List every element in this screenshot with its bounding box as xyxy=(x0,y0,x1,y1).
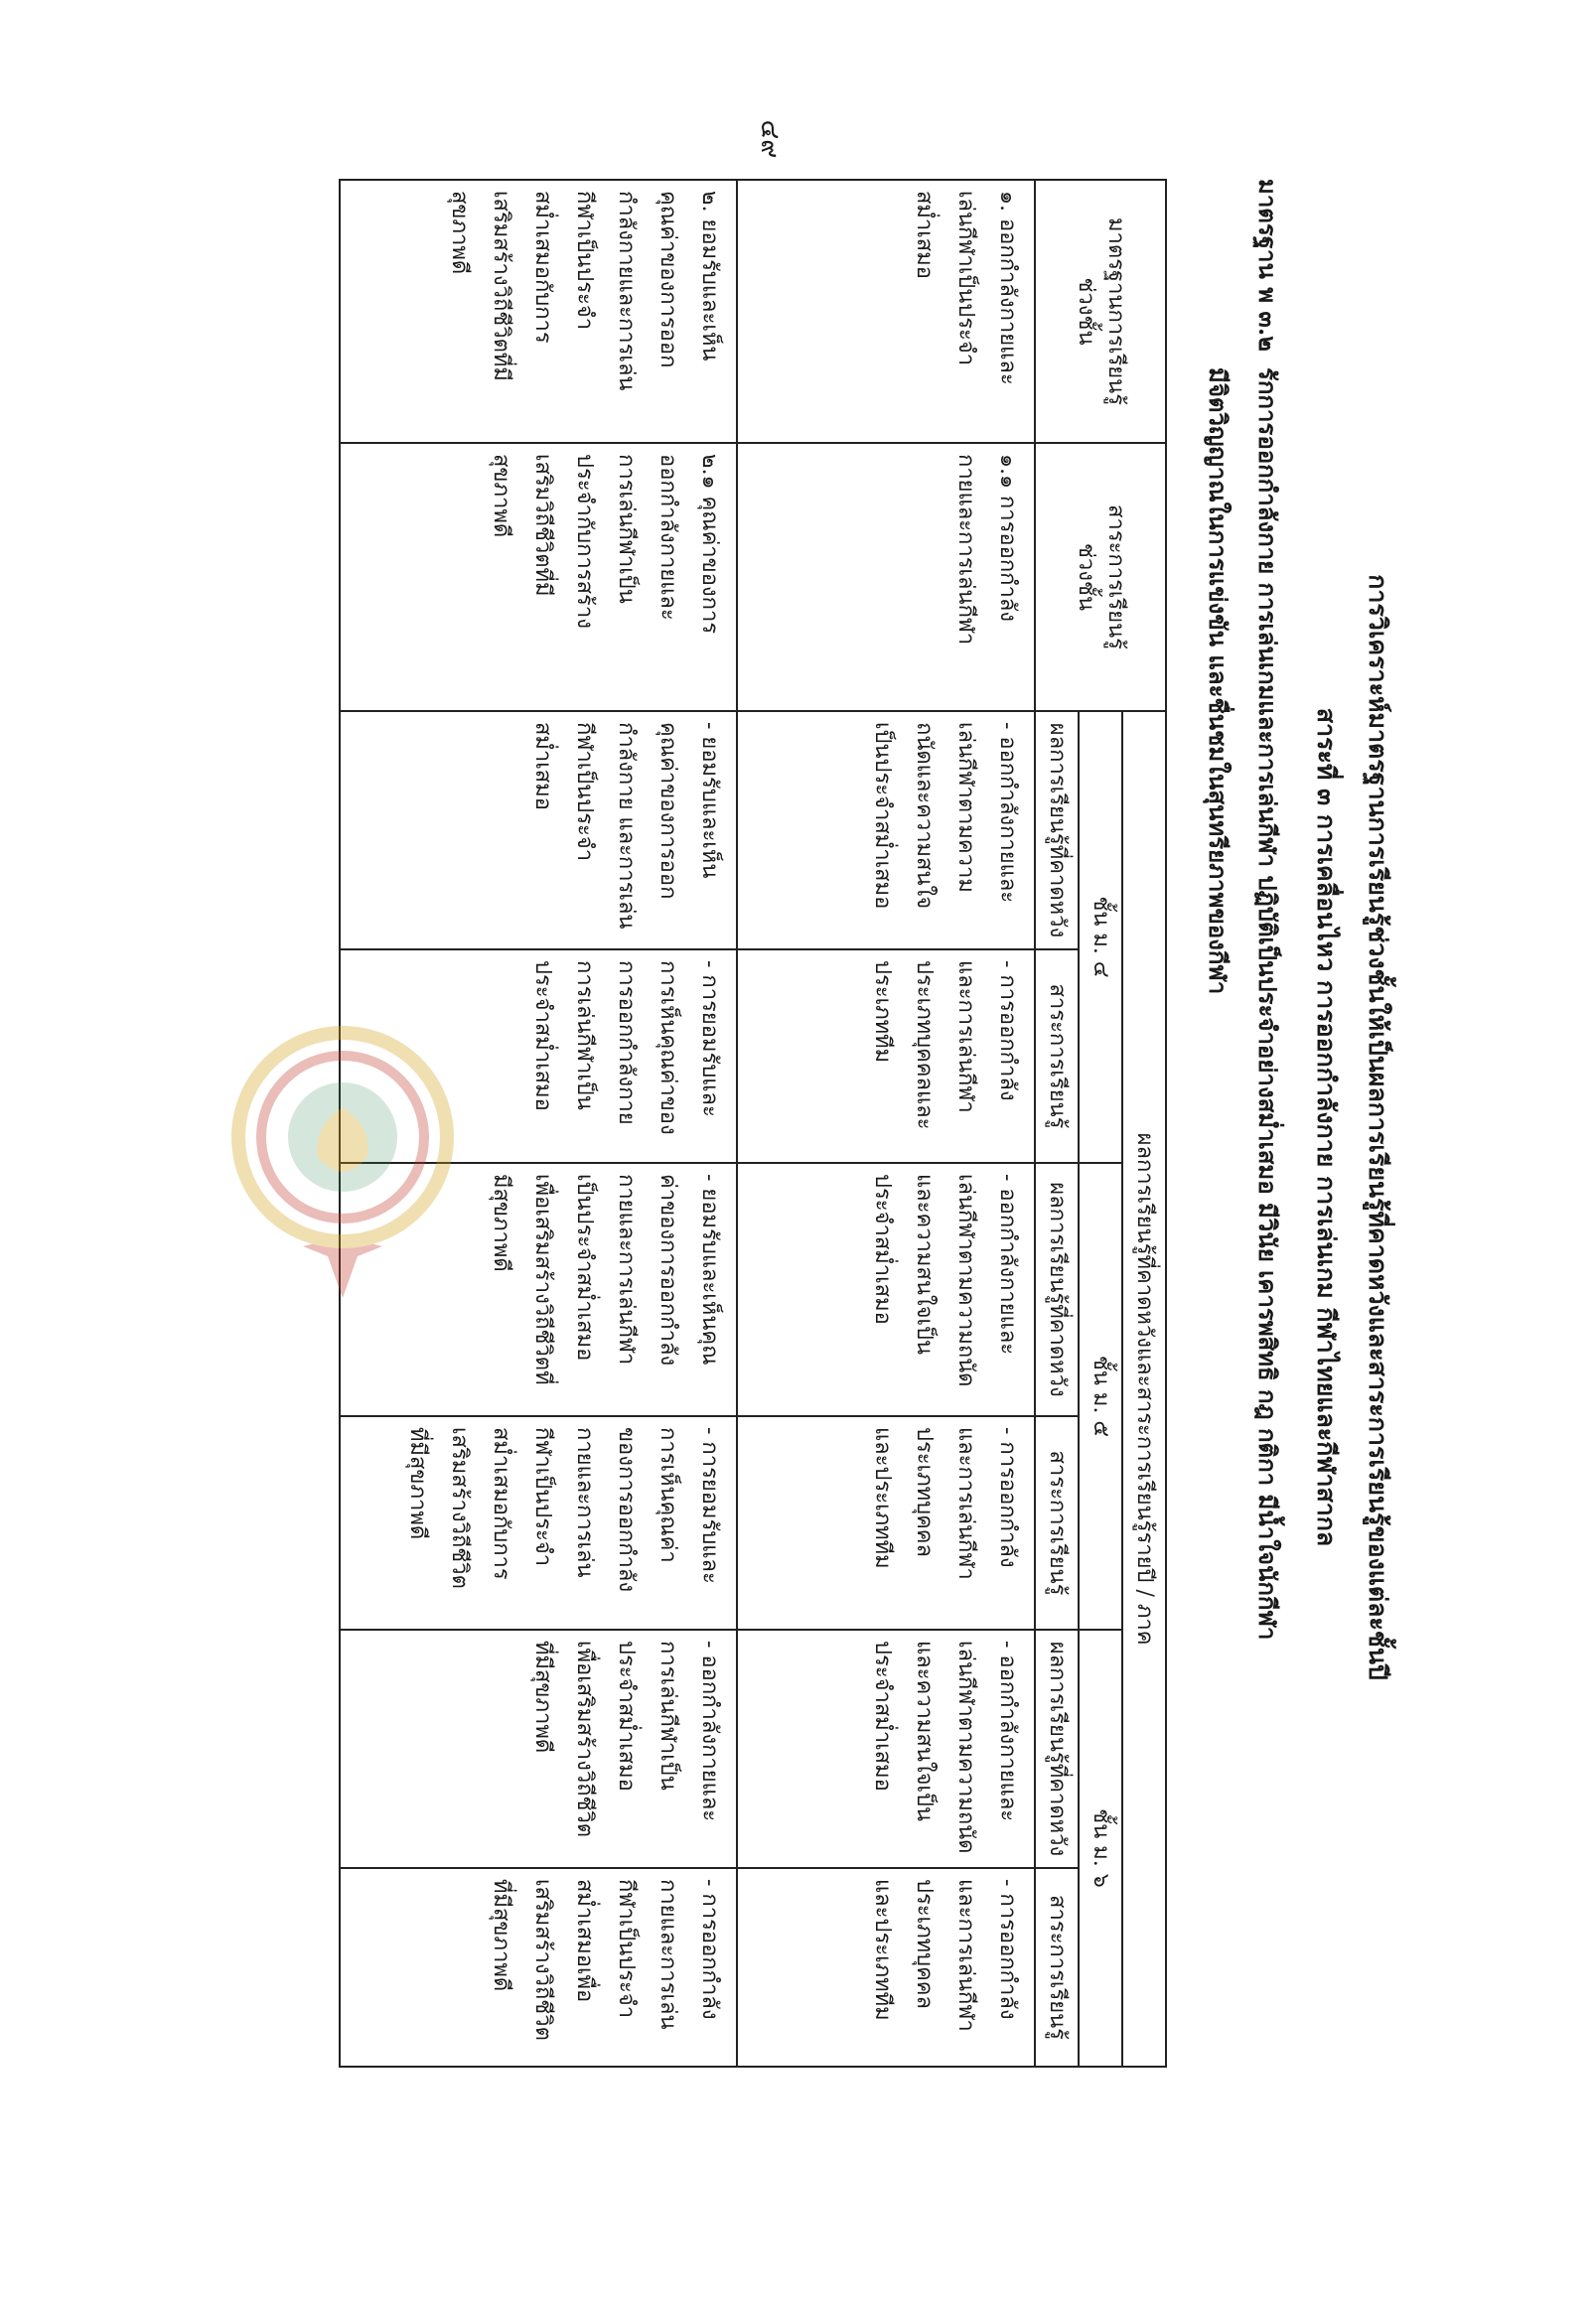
header-m4: ชั้น ม. ๔ xyxy=(1079,711,1122,1163)
cell-m5-outcome: - ยอมรับและเห็นคุณ ค่าของการออกกำลัง กายและการเล่นกีฬา เป็นประจำสม่ำเสมอ เพื่อเสริมสร้างวิถีชีวิตที่ มีสุขภาพดี xyxy=(340,1163,737,1416)
cell-standard: ๒. ยอมรับและเห็น คุณค่าของการออก กำลังกายและการเล่น กีฬาเป็นประจำ สม่ำเสมอกับการ เสริมสร้างวิถีชีวิตที่มี สุขภาพดี xyxy=(340,180,737,443)
cell-m6-outcome: - ออกกำลังกายและ การเล่นกีฬาเป็น ประจำสม่ำเสมอ เพื่อเสริมสร้างวิถีชีวิต ที่มีสุขภาพดี xyxy=(340,1630,737,1868)
standard-code: มาตรฐาน พ ๓.๒ xyxy=(1253,179,1282,353)
ministry-seal-watermark xyxy=(223,1018,462,1306)
strand-title: สาระที่ ๓ การเคลื่อนไหว การออกกำลังกาย การเล่นเกม กีฬาไทยและกีฬาสากล xyxy=(1312,707,1341,1547)
cell-standard: ๑. ออกกำลังกายและ เล่นกีฬาเป็นประจำ สม่ำเสมอ xyxy=(737,180,1035,443)
header-m5: ชั้น ม. ๕ xyxy=(1079,1163,1122,1630)
cell-content: ๒.๑ คุณค่าของการ ออกกำลังกายและ การเล่นกีฬาเป็น ประจำกับการสร้าง เสริมวิถีชีวิตที่มี สุขภาพดี xyxy=(340,443,737,711)
cell-m6-subject: - การออกกำลัง และการเล่นกีฬา ประเภทบุคคล และประเภททีม xyxy=(737,1868,1035,2067)
header-m6: ชั้น ม. ๖ xyxy=(1079,1630,1122,2067)
document-title: การวิเคราะห์มาตรฐานการเรียนรู้ช่วงชั้นให้เป็นผลการเรียนรู้ที่คาดหวังและสาระการเรียนรู้ของแต่ละชั้นปี xyxy=(1364,574,1392,1680)
standard-line xyxy=(1250,179,1284,2076)
page-number: ๔๙ xyxy=(755,119,785,159)
cell-m5-subject: - การออกกำลัง และการเล่นกีฬา ประเภทบุคคล และประเภททีม xyxy=(737,1416,1035,1630)
table-row xyxy=(737,180,1035,2067)
rotated-page-content xyxy=(164,179,1395,2076)
header-m4-outcome: ผลการเรียนรู้ที่คาดหวัง xyxy=(1035,711,1079,949)
header-m5-subject: สาระการเรียนรู้ xyxy=(1035,1416,1079,1630)
cell-m4-outcome: - ออกกำลังกายและ เล่นกีฬาตามความ ถนัดและความสนใจ เป็นประจำสม่ำเสมอ xyxy=(737,711,1035,949)
cell-m4-outcome: - ยอมรับและเห็น คุณค่าของการออก กำลังกาย และการเล่น กีฬาเป็นประจำ สม่ำเสมอ xyxy=(340,711,737,949)
header-content: สาระการเรียนรู้ ช่วงชั้น xyxy=(1035,443,1166,711)
cell-m6-subject: - การออกกำลัง กายและการเล่น กีฬาเป็นประจำ สม่ำเสมอเพื่อ เสริมสร้างวิถีชีวิต ที่มีสุขภาพดี xyxy=(340,1868,737,2067)
header-m6-outcome: ผลการเรียนรู้ที่คาดหวัง xyxy=(1035,1630,1079,1868)
cell-m4-subject: - การยอมรับและ การเห็นคุณค่าของ การออกกำลังกาย การเล่นกีฬาเป็น ประจำสม่ำเสมอ xyxy=(340,949,737,1163)
cell-content: ๑.๑ การออกกำลัง กายและการเล่นกีฬา xyxy=(737,443,1035,711)
standard-text-1: รักการออกกำลังกาย การเล่นเกมและการเล่นกีฬา ปฏิบัติเป็นประจำอย่างสม่ำเสมอ มีวินัย เคารพสิทธิ กฎ กติกา มีน้ำใจนักกีฬา xyxy=(1253,367,1282,1641)
header-m4-subject: สาระการเรียนรู้ xyxy=(1035,949,1079,1163)
cell-m5-subject: - การยอมรับและ การเห็นคุณค่า ของการออกกำลัง กายและการเล่น กีฬาเป็นประจำ สม่ำเสมอกับการ เสริมสร้างวิถีชีวิต ที่มีสุขภาพดี xyxy=(340,1416,737,1630)
header-m5-outcome: ผลการเรียนรู้ที่คาดหวัง xyxy=(1035,1163,1079,1416)
standard-text-2: มีจิตวิญญาณในการแข่งขัน และชื่นชมในสุนทรียภาพของกีฬา xyxy=(1204,367,1233,995)
header-group: ผลการเรียนรู้ที่คาดหวังและสาระการเรียนรู้รายปี / ภาค xyxy=(1122,711,1166,2067)
header-row-1 xyxy=(1122,180,1166,2067)
header-m6-subject: สาระการเรียนรู้ xyxy=(1035,1868,1079,2067)
analysis-table xyxy=(339,179,1167,2068)
cell-m6-outcome: - ออกกำลังกายและ เล่นกีฬาตามความถนัด และความสนใจเป็น ประจำสม่ำเสมอ xyxy=(737,1630,1035,1868)
cell-m4-subject: - การออกกำลัง และการเล่นกีฬา ประเภทบุคคลและ ประเภททีม xyxy=(737,949,1035,1163)
document-header xyxy=(1147,179,1395,2076)
header-standard: มาตรฐานการเรียนรู้ ช่วงชั้น xyxy=(1035,180,1166,443)
cell-m5-outcome: - ออกกำลังกายและ เล่นกีฬาตามความถนัด และความสนใจเป็น ประจำสม่ำเสมอ xyxy=(737,1163,1035,1416)
